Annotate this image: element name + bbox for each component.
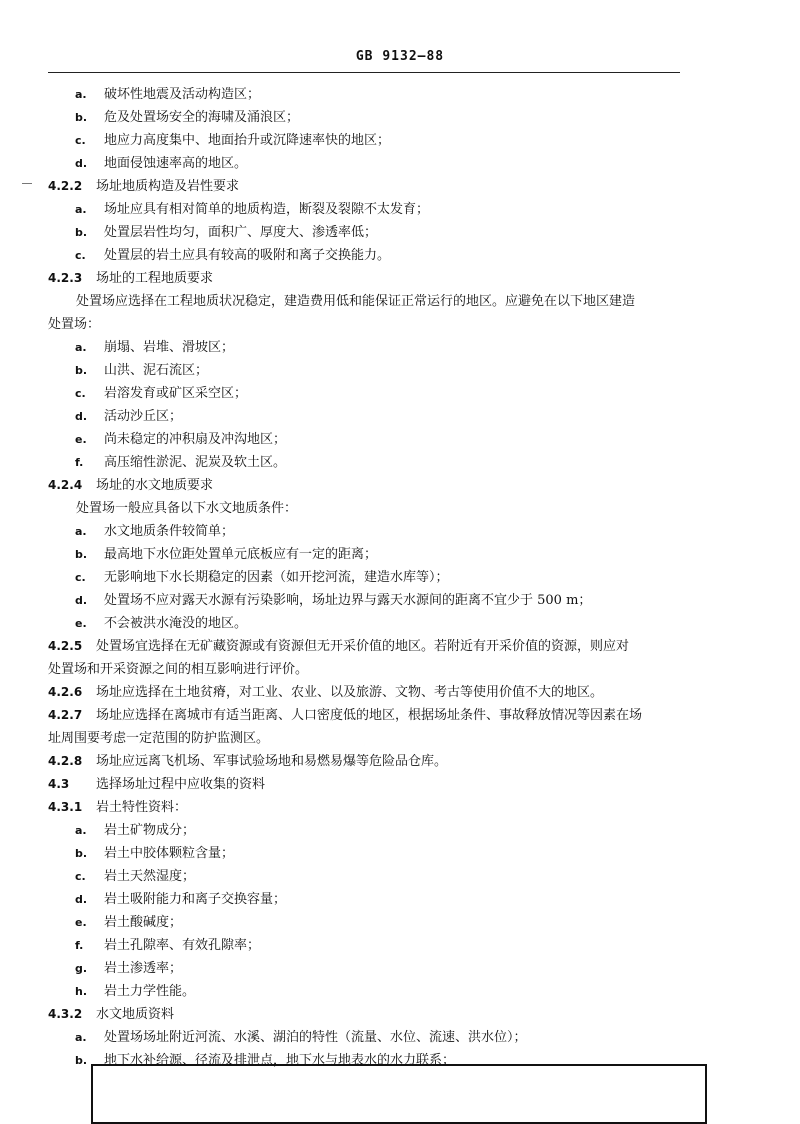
list-item bbox=[0, 359, 800, 382]
paragraph-text: 处置场一般应具备以下水文地质条件： bbox=[76, 501, 298, 516]
paragraph-continuation bbox=[0, 313, 800, 336]
item-label: e. bbox=[75, 916, 87, 929]
item-label: c. bbox=[75, 134, 86, 147]
list-item bbox=[0, 129, 800, 152]
list-item bbox=[0, 336, 800, 359]
item-text: 处置场不应对露天水源有污染影响，场址边界与露天水源间的距离不宜少于 500 m； bbox=[104, 593, 592, 608]
paragraph-text: 处置场和开采资源之间的相互影响进行评价。 bbox=[48, 662, 309, 677]
list-item bbox=[0, 842, 800, 865]
section-number: 4.2.3 bbox=[48, 271, 83, 285]
section-text: 场址地质构造及岩性要求 bbox=[96, 179, 240, 194]
section-text: 岩土特性资料： bbox=[96, 800, 188, 815]
item-label: c. bbox=[75, 387, 86, 400]
item-label: c. bbox=[75, 870, 86, 883]
list-item bbox=[0, 1026, 800, 1049]
list-item bbox=[0, 911, 800, 934]
item-label: d. bbox=[75, 157, 88, 170]
item-text: 无影响地下水长期稳定的因素（如开挖河流，建造水库等）； bbox=[104, 570, 449, 585]
section-line bbox=[0, 635, 800, 658]
item-text: 活动沙丘区； bbox=[104, 409, 183, 424]
item-text: 地应力高度集中、地面抬升或沉降速率快的地区； bbox=[104, 133, 391, 148]
item-text: 岩土酸碱度； bbox=[104, 915, 183, 930]
section-number: 4.2.2 bbox=[48, 179, 83, 193]
list-item bbox=[0, 865, 800, 888]
section-number: 4.2.5 bbox=[48, 639, 83, 653]
item-text: 场址应具有相对简单的地质构造，断裂及裂隙不太发育； bbox=[104, 202, 430, 217]
list-item bbox=[0, 198, 800, 221]
page-header: GB 9132—88 bbox=[355, 49, 445, 64]
section-number: 4.3.2 bbox=[48, 1007, 83, 1021]
list-item bbox=[0, 152, 800, 175]
item-label: a. bbox=[75, 824, 87, 837]
section-text: 场址的工程地质要求 bbox=[96, 271, 214, 286]
item-label: c. bbox=[75, 249, 86, 262]
item-text: 地下水补给源、径流及排泄点，地下水与地表水的水力联系； bbox=[104, 1053, 456, 1068]
item-label: h. bbox=[75, 985, 88, 998]
item-text: 处置层岩性均匀，面积广、厚度大、渗透率低； bbox=[104, 225, 378, 240]
item-text: 最高地下水位距处置单元底板应有一定的距离； bbox=[104, 547, 378, 562]
section-text: 场址应选择在土地贫瘠，对工业、农业、以及旅游、文物、考古等使用价值不大的地区。 bbox=[96, 685, 604, 700]
item-text: 岩土渗透率； bbox=[104, 961, 183, 976]
item-label: b. bbox=[75, 548, 88, 561]
item-text: 不会被洪水淹没的地区。 bbox=[104, 616, 248, 631]
list-item bbox=[0, 934, 800, 957]
item-text: 岩土中胶体颗粒含量； bbox=[104, 846, 235, 861]
item-text: 岩土矿物成分； bbox=[104, 823, 196, 838]
item-text: 高压缩性淤泥、泥炭及软土区。 bbox=[104, 455, 287, 470]
paragraph-continuation bbox=[0, 658, 800, 681]
item-label: b. bbox=[75, 1054, 88, 1067]
item-text: 破坏性地震及活动构造区； bbox=[104, 87, 261, 102]
section-text: 水文地质资料 bbox=[96, 1007, 175, 1022]
section-line bbox=[0, 704, 800, 727]
section-number: 4.2.7 bbox=[48, 708, 83, 722]
item-label: a. bbox=[75, 341, 87, 354]
list-item bbox=[0, 520, 800, 543]
section-text: 处置场宜选择在无矿藏资源或有资源但无开采价值的地区。若附近有开采价值的资源，则应对 bbox=[96, 639, 630, 654]
item-label: b. bbox=[75, 847, 88, 860]
item-text: 危及处置场安全的海啸及涌浪区； bbox=[104, 110, 300, 125]
paragraph-continuation bbox=[0, 727, 800, 750]
section-line bbox=[0, 267, 800, 290]
footer-box bbox=[91, 1064, 707, 1124]
list-item bbox=[0, 543, 800, 566]
list-item bbox=[0, 566, 800, 589]
item-label: b. bbox=[75, 226, 88, 239]
section-number: 4.3.1 bbox=[48, 800, 83, 814]
item-label: b. bbox=[75, 364, 88, 377]
item-label: d. bbox=[75, 594, 88, 607]
section-line bbox=[0, 750, 800, 773]
section-number: 4.2.4 bbox=[48, 478, 83, 492]
section-text: 场址应选择在离城市有适当距离、人口密度低的地区，根据场址条件、事故释放情况等因素在场 bbox=[96, 708, 643, 723]
item-text: 岩土孔隙率、有效孔隙率； bbox=[104, 938, 261, 953]
item-text: 岩土吸附能力和离子交换容量； bbox=[104, 892, 287, 907]
list-item bbox=[0, 244, 800, 267]
section-text: 场址的水文地质要求 bbox=[96, 478, 214, 493]
section-line bbox=[0, 796, 800, 819]
item-label: g. bbox=[75, 962, 88, 975]
section-number: 4.2.6 bbox=[48, 685, 83, 699]
list-item bbox=[0, 612, 800, 635]
list-item bbox=[0, 382, 800, 405]
item-label: d. bbox=[75, 893, 88, 906]
document-body bbox=[0, 83, 800, 1072]
section-text: 场址应远离飞机场、军事试验场地和易燃易爆等危险品仓库。 bbox=[96, 754, 448, 769]
item-text: 岩溶发育或矿区采空区； bbox=[104, 386, 248, 401]
section-line bbox=[0, 175, 800, 198]
list-item bbox=[0, 451, 800, 474]
list-item bbox=[0, 957, 800, 980]
item-label: b. bbox=[75, 111, 88, 124]
list-item bbox=[0, 106, 800, 129]
item-label: e. bbox=[75, 617, 87, 630]
item-text: 地面侵蚀速率高的地区。 bbox=[104, 156, 248, 171]
paragraph-text: 处置场： bbox=[48, 317, 101, 332]
list-item bbox=[0, 980, 800, 1003]
list-item bbox=[0, 221, 800, 244]
item-label: a. bbox=[75, 1031, 87, 1044]
section-line bbox=[0, 474, 800, 497]
header-rule bbox=[48, 72, 680, 73]
section-number: 4.3 bbox=[48, 777, 70, 791]
item-label: a. bbox=[75, 525, 87, 538]
item-label: e. bbox=[75, 433, 87, 446]
paragraph-line bbox=[0, 497, 800, 520]
item-label: c. bbox=[75, 571, 86, 584]
item-label: a. bbox=[75, 88, 87, 101]
paragraph-line bbox=[0, 290, 800, 313]
section-line bbox=[0, 681, 800, 704]
paragraph-text: 处置场应选择在工程地质状况稳定，建造费用低和能保证正常运行的地区。应避免在以下地区建造 bbox=[76, 294, 636, 309]
item-text: 处置层的岩土应具有较高的吸附和离子交换能力。 bbox=[104, 248, 391, 263]
item-label: d. bbox=[75, 410, 88, 423]
section-text: 选择场址过程中应收集的资料 bbox=[96, 777, 266, 792]
item-text: 尚未稳定的冲积扇及冲沟地区； bbox=[104, 432, 287, 447]
list-item bbox=[0, 819, 800, 842]
item-text: 山洪、泥石流区； bbox=[104, 363, 209, 378]
section-line bbox=[0, 1003, 800, 1026]
item-text: 岩土天然湿度； bbox=[104, 869, 196, 884]
item-text: 处置场场址附近河流、水溪、湖泊的特性（流量、水位、流速、洪水位）； bbox=[104, 1030, 527, 1045]
list-item bbox=[0, 589, 800, 612]
list-item bbox=[0, 405, 800, 428]
item-text: 岩土力学性能。 bbox=[104, 984, 196, 999]
item-label: f. bbox=[75, 456, 84, 469]
section-number: 4.2.8 bbox=[48, 754, 83, 768]
paragraph-text: 址周围要考虑一定范围的防护监测区。 bbox=[48, 731, 270, 746]
item-label: f. bbox=[75, 939, 84, 952]
list-item bbox=[0, 83, 800, 106]
item-text: 崩塌、岩堆、滑坡区； bbox=[104, 340, 235, 355]
item-label: a. bbox=[75, 203, 87, 216]
item-text: 水文地质条件较简单； bbox=[104, 524, 235, 539]
list-item bbox=[0, 428, 800, 451]
list-item bbox=[0, 888, 800, 911]
section-line bbox=[0, 773, 800, 796]
